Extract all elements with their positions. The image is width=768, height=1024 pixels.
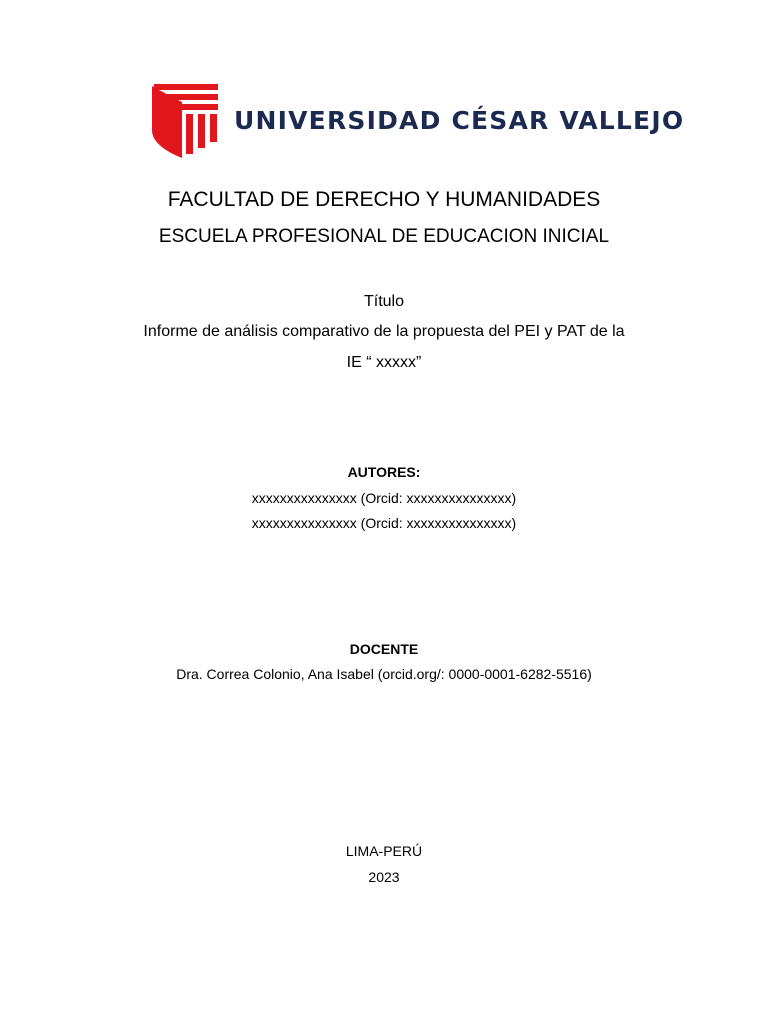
year: 2023	[368, 869, 400, 885]
authors-heading: AUTORES:	[347, 464, 421, 480]
title-text-line-1: Informe de análisis comparativo de la propuesta del PEI y PAT de la	[143, 323, 625, 340]
city-country: LIMA-PERÚ	[345, 843, 423, 859]
university-logo	[152, 84, 685, 160]
docente-name: Dra. Correa Colonio, Ana Isabel (orcid.org/: 0000-0001-6282-5516)	[176, 666, 592, 682]
title-label: Título	[363, 293, 404, 310]
title-text-line-2: IE “ xxxxx”	[346, 354, 422, 371]
ucv-shield-icon	[152, 84, 220, 160]
university-wordmark: UNIVERSIDAD CÉSAR VALLEJO	[234, 106, 685, 135]
faculty-name: FACULTAD DE DERECHO Y HUMANIDADES	[167, 188, 601, 211]
school-name: ESCUELA PROFESIONAL DE EDUCACION INICIAL	[158, 226, 610, 247]
author-entry: xxxxxxxxxxxxxxx (Orcid: xxxxxxxxxxxxxxx)	[251, 515, 517, 531]
docente-heading: DOCENTE	[349, 641, 419, 657]
author-entry: xxxxxxxxxxxxxxx (Orcid: xxxxxxxxxxxxxxx)	[251, 490, 517, 506]
